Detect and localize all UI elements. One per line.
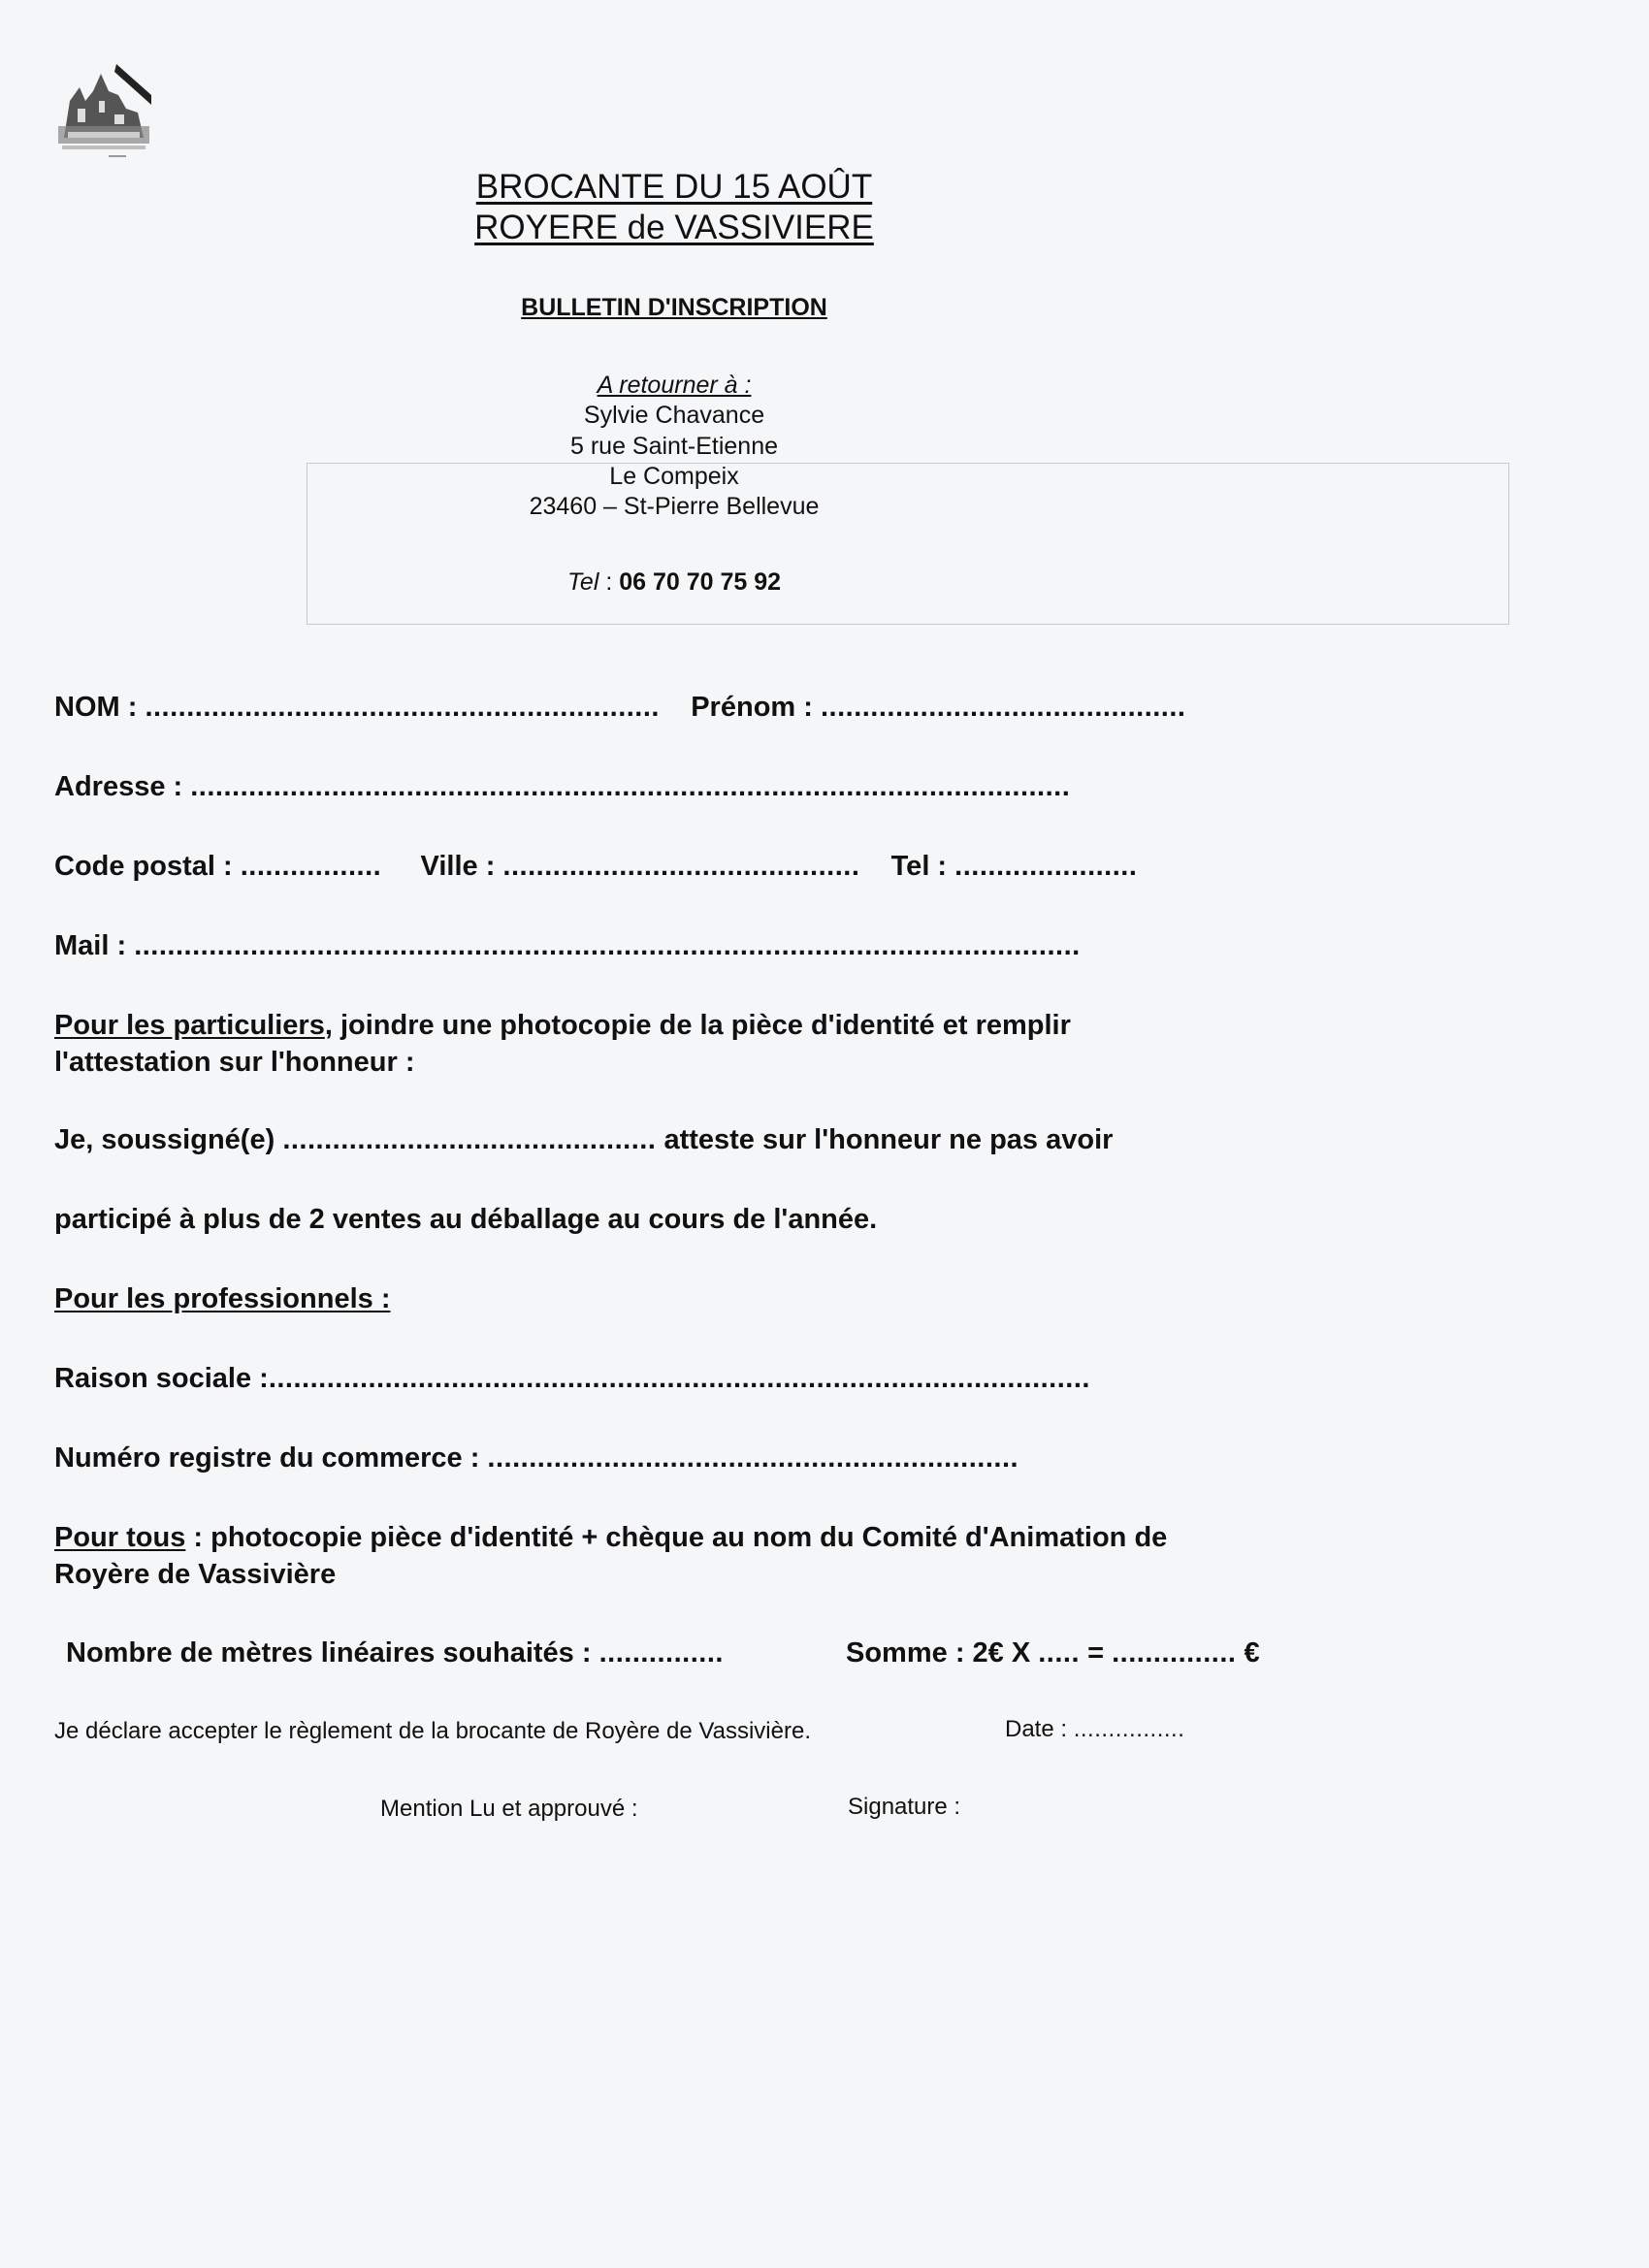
adresse-field[interactable]: .......................................................................................................... bbox=[190, 771, 1071, 802]
raison-field[interactable]: ................................................................................................... bbox=[268, 1363, 1090, 1394]
attest-suffix: atteste sur l'honneur ne pas avoir bbox=[663, 1124, 1114, 1155]
return-name: Sylvie Chavance bbox=[583, 402, 765, 429]
metres-label: Nombre de mètres linéaires souhaités : bbox=[66, 1637, 592, 1669]
raison-label: Raison sociale : bbox=[54, 1363, 269, 1394]
row-raison-sociale bbox=[54, 1363, 1090, 1395]
particuliers-text: , joindre une photocopie de la pièce d'identité et remplir bbox=[324, 1010, 1071, 1041]
row-code-postal bbox=[54, 851, 1137, 883]
ville-field[interactable]: ........................................... bbox=[502, 851, 860, 882]
somme-equals: = bbox=[1087, 1637, 1105, 1669]
church-logo-icon bbox=[50, 62, 155, 163]
title-line-2: ROYERE de VASSIVIERE bbox=[474, 209, 874, 246]
somme-qty-field[interactable]: ..... bbox=[1038, 1637, 1081, 1669]
row-nom bbox=[54, 692, 1185, 724]
particuliers-line-2: l'attestation sur l'honneur : bbox=[54, 1047, 415, 1078]
row-mail bbox=[54, 930, 1081, 962]
tel-value: 06 70 70 75 92 bbox=[619, 568, 782, 596]
registre-label: Numéro registre du commerce : bbox=[54, 1442, 480, 1474]
tous-line-2: Royère de Vassivière bbox=[54, 1559, 337, 1590]
signature-label: Signature : bbox=[848, 1794, 961, 1820]
registre-field[interactable]: ................................................................ bbox=[487, 1442, 1019, 1474]
prenom-field[interactable]: ............................................ bbox=[820, 692, 1186, 723]
mention-lu-approuve: Mention Lu et approuvé : bbox=[380, 1796, 638, 1822]
logo bbox=[50, 62, 155, 163]
attestation-line-1 bbox=[54, 1124, 1113, 1156]
tel-field-label: Tel : bbox=[890, 851, 948, 882]
somme-total-field[interactable]: ............... bbox=[1112, 1637, 1237, 1669]
return-locality: Le Compeix bbox=[609, 463, 739, 490]
return-street: 5 rue Saint-Etienne bbox=[569, 433, 779, 460]
tous-line-1 bbox=[54, 1522, 1167, 1554]
attestation-line-2: participé à plus de 2 ventes au déballage au cours de l'année. bbox=[54, 1204, 878, 1235]
bulletin-subtitle: BULLETIN D'INSCRIPTION bbox=[521, 294, 827, 321]
nom-field[interactable]: .............................................................. bbox=[145, 692, 660, 723]
tel-sep: : bbox=[598, 568, 620, 596]
cp-field[interactable]: ................. bbox=[240, 851, 382, 882]
date-label: Date : bbox=[1005, 1716, 1068, 1742]
row-somme bbox=[846, 1637, 1260, 1669]
tous-heading: Pour tous bbox=[54, 1522, 186, 1553]
row-adresse bbox=[54, 771, 1070, 803]
tel-label: Tel bbox=[566, 568, 599, 596]
return-city: 23460 – St-Pierre Bellevue bbox=[529, 493, 820, 520]
date-field[interactable]: ................ bbox=[1073, 1716, 1185, 1742]
somme-label: Somme : 2€ X bbox=[846, 1637, 1031, 1669]
row-date bbox=[1005, 1716, 1184, 1743]
professionnels-heading: Pour les professionnels : bbox=[54, 1283, 391, 1314]
prenom-label: Prénom : bbox=[691, 692, 813, 723]
particuliers-heading: Pour les particuliers bbox=[54, 1010, 325, 1041]
title-line-1: BROCANTE DU 15 AOÛT bbox=[475, 168, 873, 206]
mail-field[interactable]: .................................................................................................................. bbox=[134, 930, 1081, 961]
tel-field[interactable]: ...................... bbox=[954, 851, 1138, 882]
soussigne-field[interactable]: ............................................. bbox=[282, 1124, 657, 1155]
return-phone bbox=[0, 568, 1348, 597]
ville-label: Ville : bbox=[420, 851, 496, 882]
cp-label: Code postal : bbox=[54, 851, 233, 882]
row-registre bbox=[54, 1442, 1018, 1474]
particuliers-line-1 bbox=[54, 1010, 1071, 1042]
somme-currency: € bbox=[1244, 1637, 1260, 1669]
metres-field[interactable]: ............... bbox=[598, 1637, 724, 1669]
nom-label: NOM : bbox=[54, 692, 138, 723]
declaration-text: Je déclare accepter le règlement de la brocante de Royère de Vassivière. bbox=[54, 1718, 811, 1744]
attest-prefix: Je, soussigné(e) bbox=[54, 1124, 275, 1155]
tous-text: : photocopie pièce d'identité + chèque au nom du Comité d'Animation de bbox=[185, 1522, 1168, 1553]
row-metres bbox=[66, 1637, 724, 1669]
adresse-label: Adresse : bbox=[54, 771, 183, 802]
mail-label: Mail : bbox=[54, 930, 127, 961]
return-label: A retourner à : bbox=[597, 372, 752, 399]
